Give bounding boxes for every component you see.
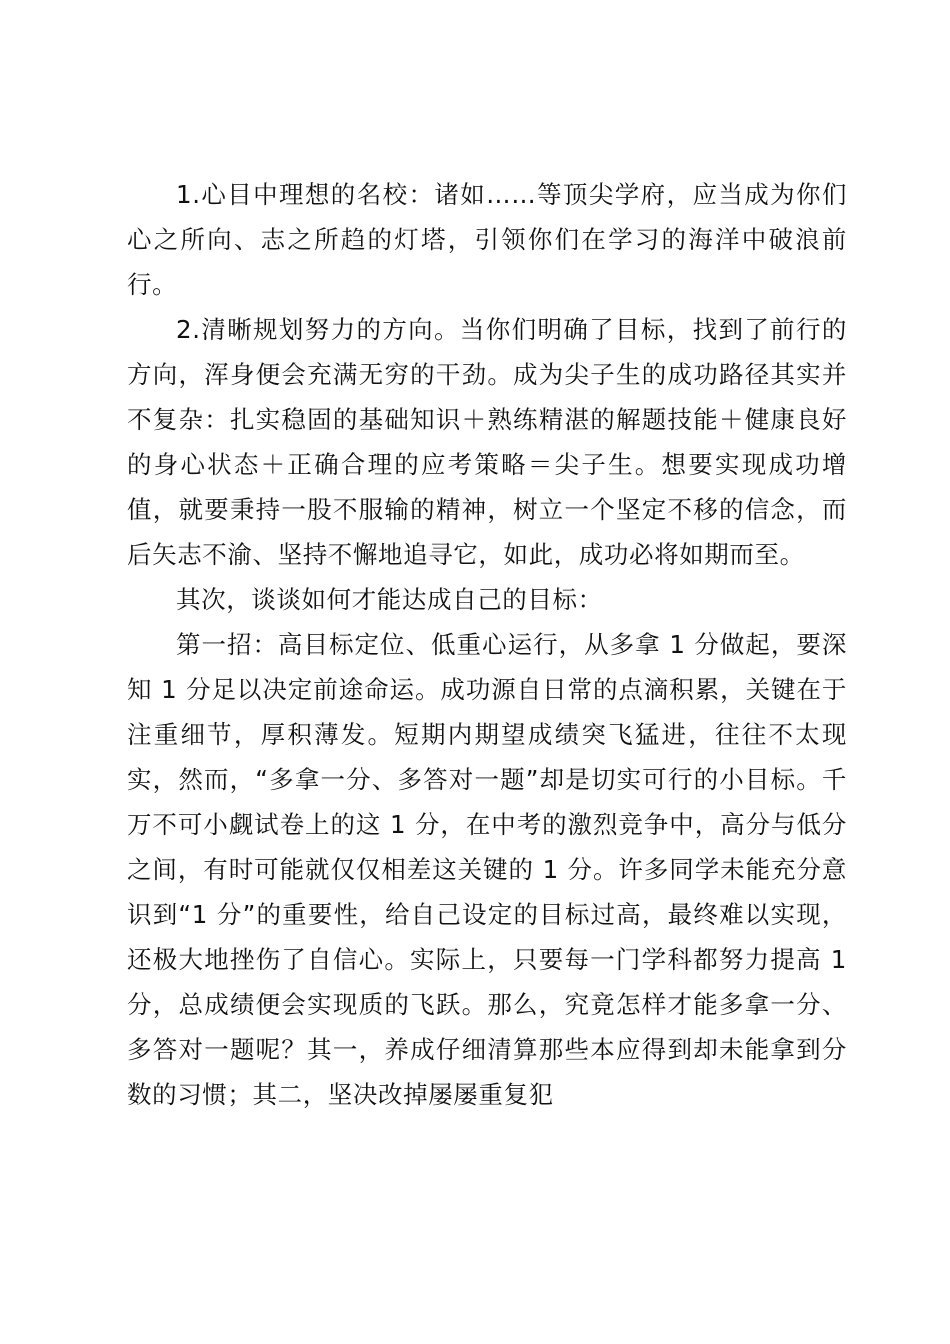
paragraph-ideal-school: 1.心目中理想的名校：诸如……等顶尖学府，应当成为你们心之所向、志之所趋的灯塔，引领你们在学习的海洋中破浪前行。 [127, 180, 847, 299]
paragraph-how-to-achieve: 其次，谈谈如何才能达成自己的目标： [176, 585, 603, 614]
document-body [127, 172, 847, 1117]
paragraph-plan-direction: 2.清晰规划努力的方向。当你们明确了目标，找到了前行的方向，浑身便会充满无穷的干劲。成为尖子生的成功路径其实并不复杂：扎实稳固的基础知识＋熟练精湛的解题技能＋健康良好的身心状态＋正确合理的应考策略＝尖子生。想要实现成功增值，就要秉持一股不服输的精神，树立一个坚定不移的信念，而后矢志不渝、坚持不懈地追寻它，如此，成功必将如期而至。 [127, 315, 847, 569]
paragraph-first-tactic: 第一招：高目标定位、低重心运行，从多拿 1 分做起，要深知 1 分足以决定前途命运。成功源自日常的点滴积累，关键在于注重细节，厚积薄发。短期内期望成绩突飞猛进，往往不太现实，然而，“多拿一分、多答对一题”却是切实可行的小目标。千万不可小觑试卷上的这 1 分，在中考的激烈竞争中，高分与低分之间，有时可能就仅仅相差这关键的 1 分。许多同学未能充分意识到“1 分”的重要性，给自己设定的目标过高，最终难以实现，还极大地挫伤了自信心。实际上，只要每一门学科都努力提高 1 分，总成绩便会实现质的飞跃。那么，究竟怎样才能多拿一分、多答对一题呢？其一，养成仔细清算那些本应得到却未能拿到分数的习惯；其二，坚决改掉屡屡重复犯 [127, 630, 847, 1109]
